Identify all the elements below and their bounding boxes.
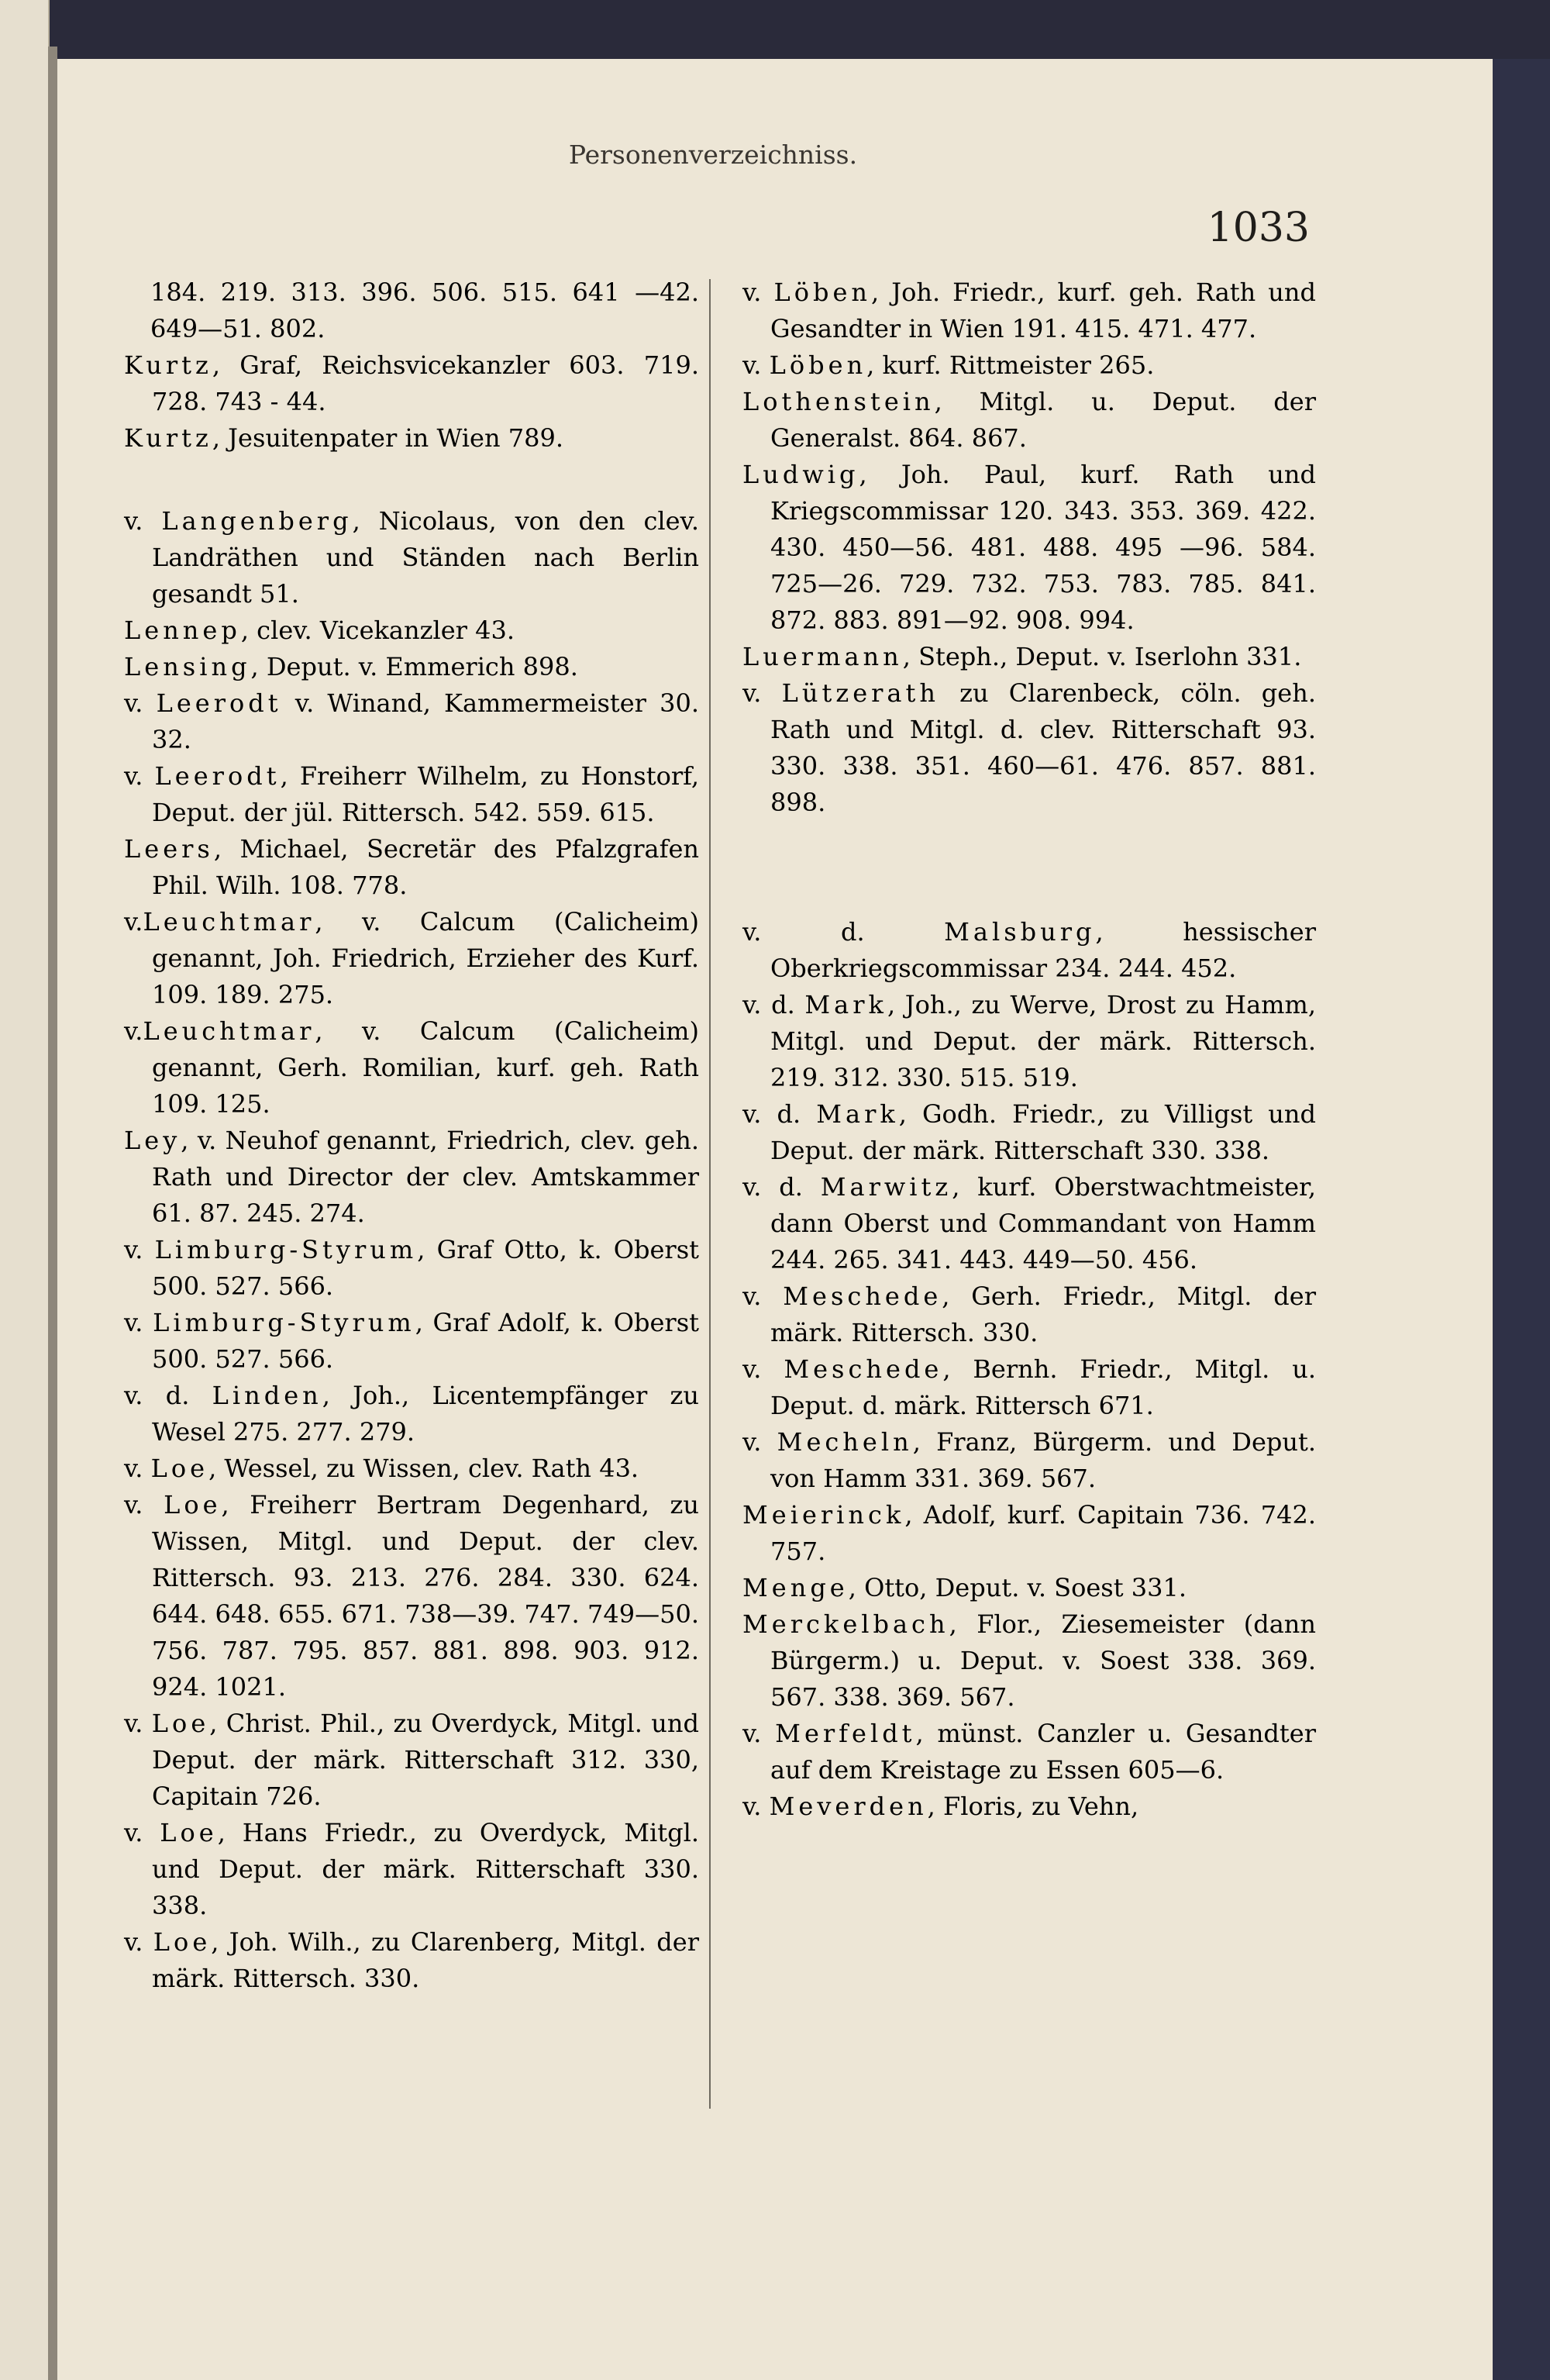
entry-details: , v. Calcum (Calicheim) genannt, Joh. Friedrich, Erzieher des Kurf. 109. 189. 275. [152, 907, 699, 1009]
running-title: Personenverzeichniss. [568, 140, 858, 170]
index-entry [124, 904, 699, 1013]
index-entry [124, 503, 699, 612]
index-entry [124, 1123, 699, 1232]
entry-surname: Kurtz [124, 423, 212, 453]
entry-details: , Nicolaus, von den clev. Landräthen und Ständen nach Berlin gesandt 51. [152, 506, 700, 609]
book-binding [48, 47, 57, 2380]
entry-surname: Leerodt [156, 688, 282, 718]
index-entry [124, 831, 699, 904]
entry-surname: Loe [151, 1709, 210, 1738]
entry-details: , Joh. Paul, kurf. Rath und Kriegscommissar 120. 343. 353. 369. 422. 430. 450—56. 481. 488. 495 —96. 584. 725—26. 729. 732. 753. 783. 785. 841. 872. 883. 891—92. 908. 994. [770, 460, 1316, 635]
entry-surname: Ludwig [742, 460, 859, 489]
entry-prefix: v. [124, 1709, 152, 1738]
index-entry [124, 1378, 699, 1450]
entry-surname: Meschede [784, 1354, 943, 1384]
entry-surname: Löben [769, 350, 867, 380]
entry-prefix: v. d. [742, 1172, 821, 1202]
entry-details: , Joh., zu Werve, Drost zu Hamm, Mitgl. und Deput. der märk. Rittersch. 219. 312. 330. 515. 519. [770, 990, 1317, 1092]
entry-surname: Marwitz [820, 1172, 952, 1202]
entry-prefix: v. [124, 1454, 151, 1483]
index-entry [742, 1570, 1316, 1606]
entry-prefix: v. [742, 1427, 777, 1457]
column-divider [709, 279, 711, 2109]
entry-details: , Graf, Reichsvicekanzler 603. 719. 728. 743 - 44. [152, 350, 699, 416]
entry-details: , Franz, Bürgerm. und Deput. von Hamm 331. 369. 567. [770, 1427, 1317, 1493]
entry-surname: Mark [816, 1099, 899, 1129]
entry-prefix: v. [742, 350, 770, 380]
entry-details: , clev. Vicekanzler 43. [240, 616, 515, 645]
entry-prefix: v. [124, 1235, 155, 1264]
entry-details: , kurf. Oberstwachtmeister, dann Oberst und Commandant von Hamm 244. 265. 341. 443. 449—50. 456. [770, 1172, 1316, 1275]
entry-surname: Merckelbach [742, 1609, 949, 1639]
entry-surname: Merfeldt [775, 1719, 916, 1748]
entry-surname: Langenberg [161, 506, 353, 536]
entry-prefix: v. d. [124, 1381, 212, 1410]
entry-surname: Loe [160, 1818, 218, 1847]
index-entry [124, 758, 699, 831]
entry-details: , Wessel, zu Wissen, clev. Rath 43. [208, 1454, 639, 1483]
index-entry [742, 1096, 1316, 1169]
index-entry [742, 384, 1316, 457]
index-entry [742, 1497, 1316, 1570]
entry-surname: Lützerath [781, 678, 939, 708]
entry-details: , Gerh. Friedr., Mitgl. der märk. Rittersch. 330. [770, 1281, 1317, 1347]
entry-details: , Graf Adolf, k. Oberst 500. 527. 566. [152, 1308, 699, 1374]
index-column-left [124, 274, 699, 1997]
entry-details: , Jesuitenpater in Wien 789. [212, 423, 563, 453]
index-entry [742, 1424, 1316, 1497]
index-entry [124, 612, 699, 649]
index-entry [742, 347, 1316, 384]
entry-surname: Lennep [124, 616, 241, 645]
index-entry [742, 1169, 1316, 1278]
entry-surname: Leuchtmar [143, 907, 315, 936]
index-entry [742, 1278, 1316, 1351]
entry-details: , kurf. Rittmeister 265. [866, 350, 1155, 380]
entry-prefix: v. d. [742, 917, 945, 947]
entry-prefix: v. [124, 1927, 153, 1957]
index-entry [124, 1487, 699, 1706]
entry-surname: Löben [773, 278, 872, 307]
entry-details: , Freiherr Bertram Degenhard, zu Wissen, Mitgl. und Deput. der clev. Rittersch. 93. 213. 276. 284. 330. 624. 644. 648. 655. 671. 738—39. 747. 749—50. 756. 787. 795. 857. 881. 898. 903. 912. 924. 1021. [152, 1490, 699, 1702]
entry-surname: Luermann [742, 642, 903, 671]
entry-details: , Bernh. Friedr., Mitgl. u. Deput. d. märk. Rittersch 671. [770, 1354, 1317, 1420]
entry-details: zu Clarenbeck, cöln. geh. Rath und Mitgl. d. clev. Ritterschaft 93. 330. 338. 351. 460—61. 476. 857. 881. 898. [770, 678, 1317, 817]
index-entry [742, 914, 1316, 987]
entry-surname: Loe [150, 1454, 209, 1483]
page-number: 1033 [1207, 205, 1310, 251]
entry-details: , Adolf, kurf. Capitain 736. 742. 757. [770, 1500, 1316, 1566]
entry-details: , Freiherr Wilhelm, zu Honstorf, Deput. der jül. Rittersch. 542. 559. 615. [152, 761, 699, 827]
entry-prefix: v. [124, 506, 162, 536]
entry-details: 184. 219. 313. 396. 506. 515. 641 —42. 649—51. 802. [150, 278, 699, 343]
index-entry [124, 1305, 699, 1378]
index-entry [124, 1924, 699, 1997]
entry-prefix: v. [124, 761, 155, 791]
index-entry [742, 987, 1316, 1096]
entry-surname: Loe [164, 1490, 222, 1519]
entry-prefix: v. [742, 1354, 784, 1384]
index-entry [124, 685, 699, 758]
entry-surname: Limburg-Styrum [154, 1235, 418, 1264]
index-entry [742, 1606, 1316, 1716]
entry-surname: Loe [153, 1927, 212, 1957]
entry-details: , v. Neuhof genannt, Friedrich, clev. geh. Rath und Director der clev. Amtskammer 61. 87. 245. 274. [152, 1126, 699, 1228]
entry-surname: Lensing [124, 652, 251, 681]
index-entry [124, 649, 699, 685]
entry-details: , Joh. Wilh., zu Clarenberg, Mitgl. der märk. Rittersch. 330. [152, 1927, 700, 1993]
entry-details: , hessischer Oberkriegscommissar 234. 244. 452. [770, 917, 1317, 983]
entry-prefix: v. [124, 1818, 160, 1847]
entry-prefix: v. [124, 1308, 153, 1337]
index-entry [124, 1013, 699, 1123]
entry-surname: Meierinck [742, 1500, 905, 1530]
entry-surname: Leers [124, 834, 214, 864]
entry-details: , v. Calcum (Calicheim) genannt, Gerh. Romilian, kurf. geh. Rath 109. 125. [152, 1016, 699, 1119]
index-entry [742, 1716, 1316, 1788]
entry-details: , Hans Friedr., zu Overdyck, Mitgl. und Deput. der märk. Ritterschaft 330. 338. [152, 1818, 700, 1920]
entry-prefix: v. [742, 1719, 776, 1748]
facing-page-edge [0, 0, 50, 2380]
entry-details: , Michael, Secretär des Pfalzgrafen Phil. Wilh. 108. 778. [152, 834, 699, 900]
entry-details: , Joh. Friedr., kurf. geh. Rath und Gesandter in Wien 191. 415. 471. 477. [770, 278, 1316, 343]
entry-prefix: v. [742, 1792, 770, 1821]
index-column-right [742, 274, 1316, 1825]
entry-surname: Kurtz [124, 350, 212, 380]
entry-details: , Godh. Friedr., zu Villigst und Deput. der märk. Ritterschaft 330. 338. [770, 1099, 1317, 1165]
index-entry [124, 347, 699, 420]
entry-prefix: v. [124, 1490, 164, 1519]
index-entry [124, 1815, 699, 1924]
entry-details: , Flor., Ziesemeister (dann Bürgerm.) u. Deput. v. Soest 338. 369. 567. 338. 369. 567. [770, 1609, 1316, 1712]
index-entry [124, 420, 699, 457]
entry-details: , Steph., Deput. v. Iserlohn 331. [902, 642, 1302, 671]
index-entry [742, 1788, 1316, 1825]
entry-details: , Floris, zu Vehn, [927, 1792, 1139, 1821]
entry-prefix: v. d. [742, 990, 805, 1019]
index-entry [742, 457, 1316, 639]
entry-details: , münst. Canzler u. Gesandter auf dem Kreistage zu Essen 605—6. [770, 1719, 1317, 1785]
index-entry [742, 675, 1316, 821]
entry-details: , Christ. Phil., zu Overdyck, Mitgl. und Deput. der märk. Ritterschaft 312. 330, Capitain 726. [152, 1709, 700, 1811]
entry-surname: Leuchtmar [143, 1016, 315, 1046]
entry-surname: Limburg-Styrum [153, 1308, 415, 1337]
entry-surname: Mecheln [777, 1427, 913, 1457]
entry-prefix: v. [124, 1016, 143, 1046]
entry-surname: Leerodt [154, 761, 281, 791]
entry-prefix: v. [742, 278, 774, 307]
index-entry [742, 639, 1316, 675]
index-entry [742, 274, 1316, 347]
entry-details: , Deput. v. Emmerich 898. [250, 652, 578, 681]
index-entry [124, 1450, 699, 1487]
index-entry [124, 1706, 699, 1815]
entry-prefix: v. [124, 688, 157, 718]
entry-prefix: v. [742, 678, 782, 708]
book-cover-edge [1493, 59, 1550, 2380]
entry-details: , Joh., Licentempfänger zu Wesel 275. 277. 279. [152, 1381, 699, 1447]
entry-surname: Meschede [783, 1281, 942, 1311]
index-entry [124, 1232, 699, 1305]
index-entry [124, 274, 699, 347]
entry-details: , Graf Otto, k. Oberst 500. 527. 566. [152, 1235, 699, 1301]
index-entry [742, 1351, 1316, 1424]
entry-surname: Linden [212, 1381, 322, 1410]
entry-prefix: v. [124, 907, 143, 936]
entry-prefix: v. [742, 1281, 784, 1311]
entry-prefix: v. d. [742, 1099, 817, 1129]
entry-surname: Lothenstein [742, 387, 935, 416]
entry-surname: Ley [124, 1126, 181, 1155]
entry-details: , Otto, Deput. v. Soest 331. [848, 1573, 1187, 1602]
entry-surname: Mark [804, 990, 887, 1019]
entry-details: v. Winand, Kammermeister 30. 32. [152, 688, 700, 754]
entry-surname: Meverden [769, 1792, 928, 1821]
entry-surname: Malsburg [944, 917, 1096, 947]
entry-surname: Menge [742, 1573, 849, 1602]
entry-details: , Mitgl. u. Deput. der Generalst. 864. 867. [770, 387, 1316, 453]
